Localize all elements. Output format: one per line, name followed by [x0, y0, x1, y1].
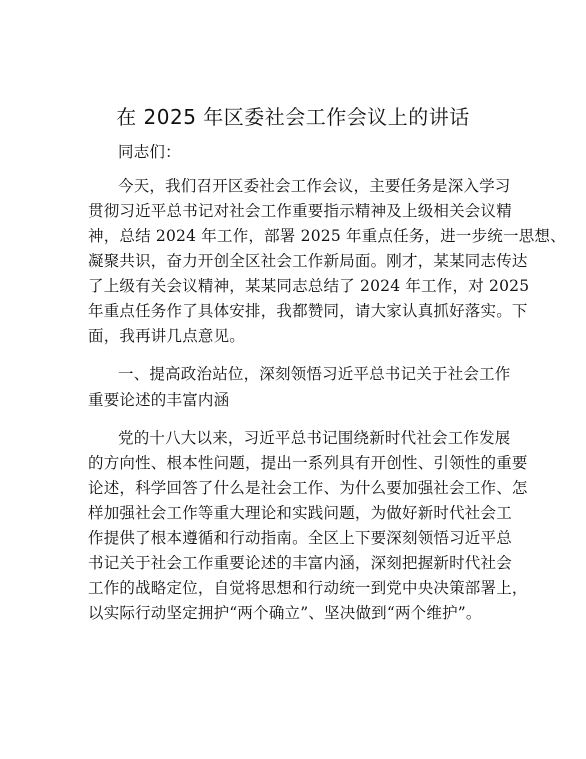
paragraph-3-line-3: 论述，科学回答了什么是社会工作、为什么要加强社会工作、怎: [88, 479, 528, 497]
paragraph-1-line-4: 凝聚共识，奋力开创全区社会工作新局面。刚才，某某同志传达: [88, 252, 528, 270]
paragraph-3-line-2: 的方向性、根本性问题，提出一系列具有开创性、引领性的重要: [88, 454, 528, 472]
paragraph-3-line-4: 样加强社会工作等重大理论和实践问题，为做好新时代社会工: [88, 504, 512, 522]
paragraph-1-line-6: 年重点任务作了具体安排，我都赞同，请大家认真抓好落实。下: [88, 302, 528, 320]
paragraph-1-line-3: 神，总结 2024 年工作，部署 2025 年重点任务，进一步统一思想、: [88, 227, 566, 245]
paragraph-3-line-1: 党的十八大以来，习近平总书记围绕新时代社会工作发展: [118, 429, 511, 447]
paragraph-3-line-5: 作提供了根本遵循和行动指南。全区上下要深刻领悟习近平总: [88, 529, 512, 547]
paragraph-3-line-7: 工作的战略定位，自觉将思想和行动统一到党中央决策部署上，: [88, 579, 528, 597]
paragraph-1-line-7: 面，我再讲几点意见。: [88, 327, 246, 345]
paragraph-3-line-6: 书记关于社会工作重要论述的丰富内涵，深刻把握新时代社会: [88, 554, 512, 572]
document-title: 在 2025 年区委社会工作会议上的讲话: [116, 105, 470, 129]
section-heading-line-1: 一、提高政治站位，深刻领悟习近平总书记关于社会工作: [118, 365, 511, 383]
paragraph-1-line-2: 贯彻习近平总书记对社会工作重要指示精神及上级相关会议精: [88, 202, 512, 220]
paragraph-1-line-1: 今天，我们召开区委社会工作会议，主要任务是深入学习: [118, 177, 511, 195]
salutation: 同志们：: [118, 143, 181, 161]
paragraph-3-line-8: 以实际行动坚定拥护“两个确立”、坚决做到“两个维护”。: [88, 604, 482, 622]
paragraph-1-line-5: 了上级有关会议精神，某某同志总结了 2024 年工作，对 2025: [88, 277, 530, 295]
section-heading-line-2: 重要论述的丰富内涵: [88, 391, 230, 409]
